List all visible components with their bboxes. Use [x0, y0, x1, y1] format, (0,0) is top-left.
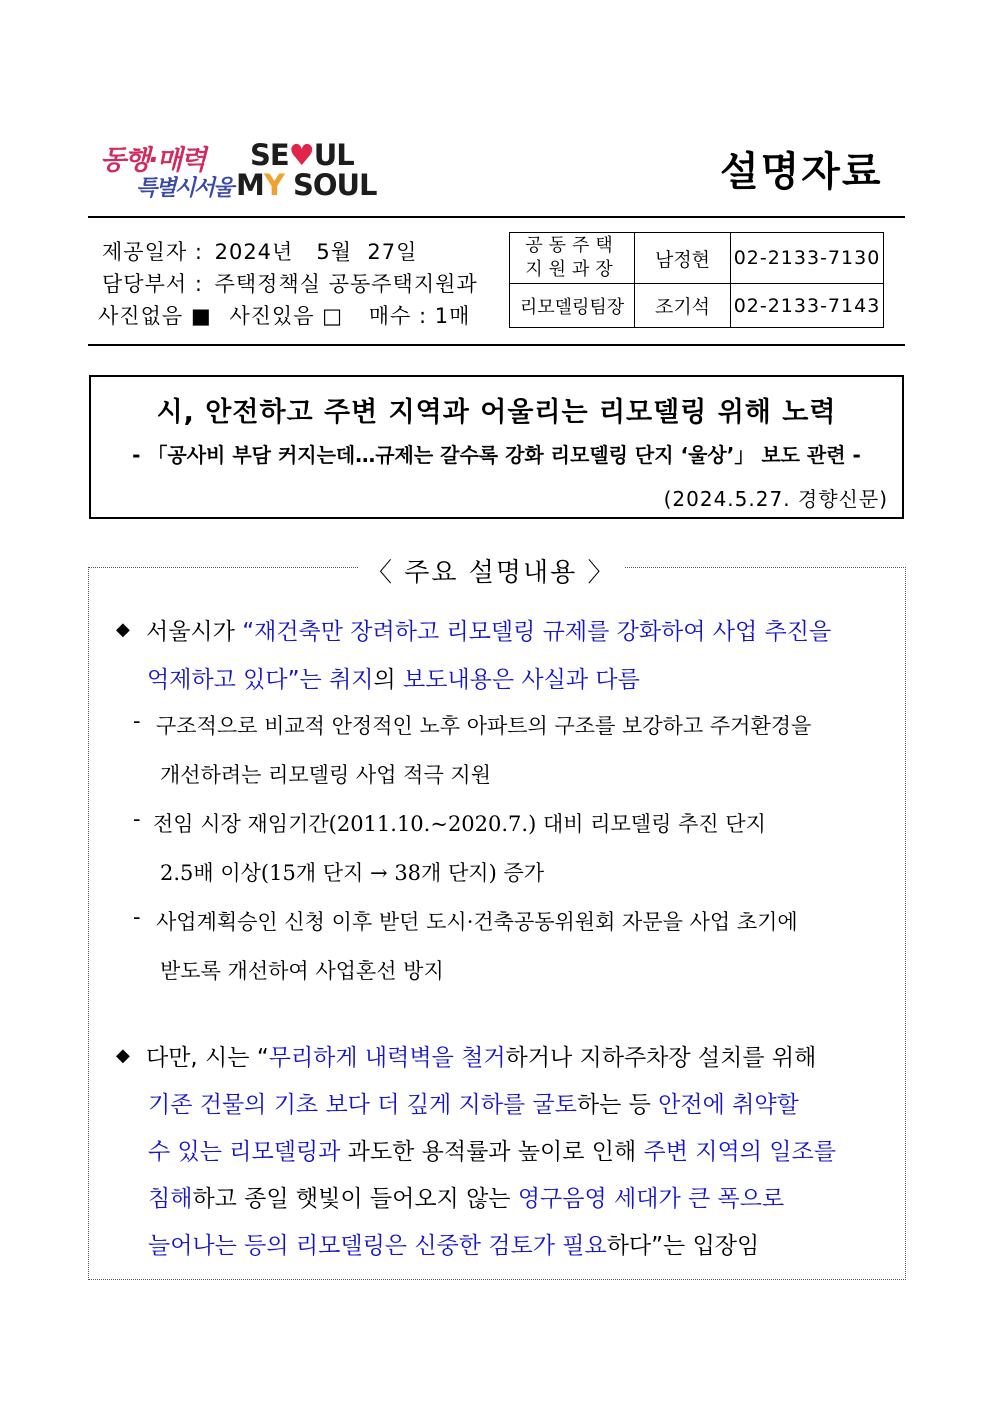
contact-name: 남정현: [635, 233, 731, 284]
title-box: [89, 375, 904, 519]
subheadline: - 「공사비 부담 커지는데…규제는 갈수록 강화 리모델링 단지 ‘울상’」 보도 관련 -: [132, 443, 861, 467]
contact-phone: 02-2133-7130: [731, 233, 884, 284]
bullet1-line2: 억제하고 있다”는 취지의 보도내용은 사실과 다름: [147, 667, 640, 693]
logo-seoul-my-soul: [236, 138, 377, 204]
sub2-line1: 전임 시장 재임기간(2011.10.~2020.7.) 대비 리모델링 추진 단지: [153, 812, 766, 836]
divider-top: [88, 216, 905, 218]
contact-role: 리모델링팀장: [510, 284, 635, 328]
sub3-line2: 받도록 개선하여 사업혼선 방지: [160, 959, 444, 983]
logo-seoul-line2: MY SOUL: [236, 168, 377, 202]
logo-seoul-line1: SE♥UL: [250, 138, 354, 172]
logo-slogan-line2: 특별시서울: [136, 176, 233, 201]
contact-row: [510, 233, 884, 284]
sub3-line1: 사업계획승인 신청 이후 받던 도시·건축공동위원회 자문을 사업 초기에: [156, 910, 798, 934]
section-heading: 〈 주요 설명내용 〉: [358, 552, 624, 589]
document-type-title: 설명자료: [720, 149, 883, 195]
bullet2-line5: 늘어나는 등의 리모델링은 신중한 검토가 필요하다”는 입장임: [148, 1233, 760, 1259]
exclaim-icon: Y: [263, 168, 284, 202]
logo-seoul-slogan: [100, 138, 233, 208]
diamond-bullet-icon: ◆: [116, 1045, 130, 1066]
diamond-bullet-icon: ◆: [116, 619, 130, 640]
sub2-line2: 2.5배 이상(15개 단지 → 38개 단지) 증가: [160, 861, 545, 885]
heart-icon: ♥: [288, 138, 314, 172]
meta-photo: 사진없음 ■ 사진있음 □ 매수 : 1매: [98, 304, 471, 328]
contact-name: 조기석: [635, 284, 731, 328]
dash-bullet-icon: -: [133, 807, 141, 831]
logo-slogan-line1: 동행·매력: [100, 145, 205, 176]
sub1-line1: 구조적으로 비교적 안정적인 노후 아파트의 구조를 보강하고 주거환경을: [156, 714, 812, 738]
bullet2-line4: 침해하고 종일 햇빛이 들어오지 않는 영구음영 세대가 큰 폭으로: [148, 1186, 785, 1212]
sub1-line2: 개선하려는 리모델링 사업 적극 지원: [160, 763, 491, 787]
source-citation: (2024.5.27. 경향신문): [663, 487, 888, 511]
divider-bottom: [88, 344, 905, 346]
contact-row: [510, 284, 884, 328]
contact-phone: 02-2133-7143: [731, 284, 884, 328]
bullet2-line2: 기존 건물의 기초 보다 더 깊게 지하를 굴토하는 등 안전에 취약할: [148, 1092, 799, 1118]
dash-bullet-icon: -: [133, 905, 141, 929]
bullet2-line3: 수 있는 리모델링과 과도한 용적률과 높이로 인해 주변 지역의 일조를: [148, 1139, 836, 1165]
bullet1-line1: 서울시가 “재건축만 장려하고 리모델링 규제를 강화하여 사업 추진을: [146, 619, 832, 645]
contact-role: 공동주택 지원과장: [510, 233, 635, 284]
bullet2-line1: 다만, 시는 “무리하게 내력벽을 철거하거나 지하주차장 설치를 위해: [146, 1045, 817, 1071]
contact-table: [509, 232, 884, 328]
headline: 시, 안전하고 주변 지역과 어울리는 리모델링 위해 노력: [156, 397, 837, 428]
dash-bullet-icon: -: [133, 709, 141, 733]
meta-department: 담당부서 : 주택정책실 공동주택지원과: [102, 272, 478, 296]
meta-date: 제공일자 : 2024년 5월 27일: [102, 240, 418, 264]
